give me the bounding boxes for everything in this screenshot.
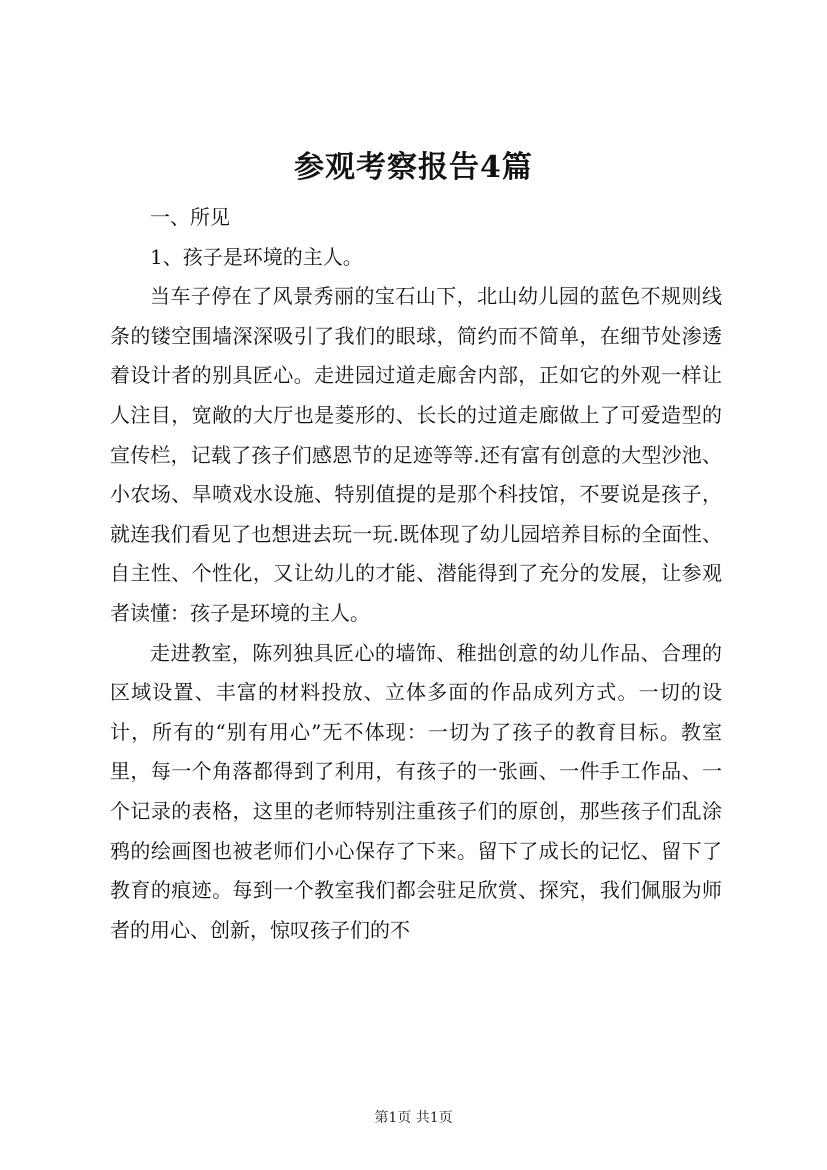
page-footer: 第1页 共1页: [374, 1110, 453, 1126]
body-paragraph: 走进教室，陈列独具匠心的墙饰、稚拙创意的幼儿作品、合理的区域设置、丰富的材料投放、立体多面的作品成列方式。一切的设计，所有的“别有用心”无不体现：一切为了孩子的教育目标。教室里，每一个角落都得到了利用，有孩子的一张画、一件手工作品、一个记录的表格，这里的老师特别注重孩子们的原创，那些孩子们乱涂鸦的绘画图也被老师们小心保存了下来。留下了成长的记忆、留下了教育的痕迹。每到一个教室我们都会驻足欣赏、探究，我们佩服为师者的用心、创新，惊叹孩子们的不: [110, 640, 722, 942]
subsection-heading: 1、孩子是环境的主人。: [150, 244, 363, 269]
section-heading: 一、所见: [150, 205, 230, 229]
document-body: [110, 198, 722, 950]
document-title: 参观考察报告4篇: [294, 150, 533, 185]
body-paragraph: 当车子停在了风景秀丽的宝石山下，北山幼儿园的蓝色不规则线条的镂空围墙深深吸引了我们的眼球，简约而不简单，在细节处渗透着设计者的别具匠心。走进园过道走廊舍内部，正如它的外观一样让人注目，宽敞的大厅也是菱形的、长长的过道走廊做上了可爱造型的宣传栏，记载了孩子们感恩节的足迹等等.还有富有创意的大型沙池、小农场、旱喷戏水设施、特别值提的是那个科技馆，不要说是孩子，就连我们看见了也想进去玩一玩.既体现了幼儿园培养目标的全面性、自主性、个性化，又让幼儿的才能、潜能得到了充分的发展，让参观者读懂：孩子是环境的主人。: [110, 284, 722, 625]
